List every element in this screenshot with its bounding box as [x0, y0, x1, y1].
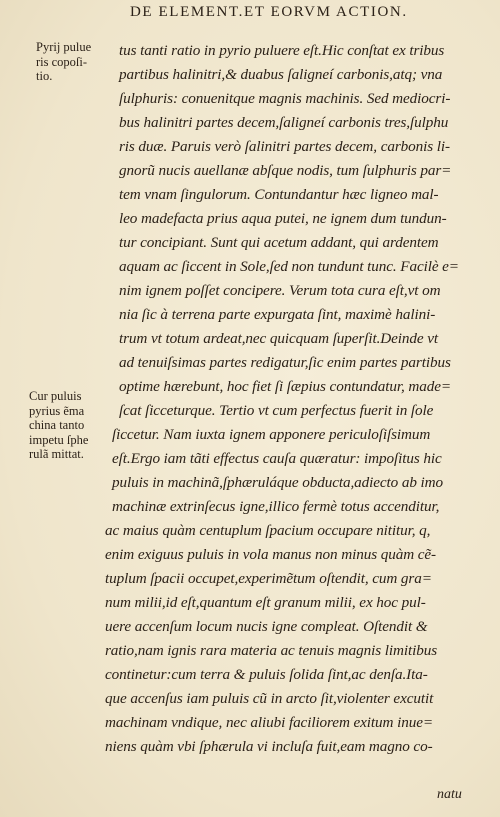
text-line: enim exiguus puluis in vola manus non minus quàm cẽ-	[105, 546, 436, 563]
running-head: DE ELEMENT.ET EORVM ACTION.	[130, 4, 408, 20]
text-line: puluis in machinã,ſphæruláque obducta,adiecto ab imo	[112, 474, 444, 491]
text-line: ſcat ſicceturque. Tertio vt cum perfectus fuerit in ſole	[119, 402, 434, 419]
text-line: leo madefacta prius aqua putei, ne ignem dum tundun-	[119, 210, 447, 227]
text-line: uere accenſum locum nucis igne compleat. Oſtendit &	[105, 618, 428, 635]
text-line: trum vt totum ardeat,nec quicquam ſuperſit.Deinde vt	[119, 330, 439, 347]
text-line: niens quàm vbi ſphærula vi incluſa fuit,eam magno co-	[105, 738, 433, 755]
text-line: ris duæ. Paruis verò ſalinitri partes decem, carbonis li-	[119, 138, 450, 155]
text-line: bus halinitri partes decem,ſaligneí carbonis tres,ſulphu	[119, 114, 449, 131]
text-line: ad tenuiſsimas partes redigatur,ſic enim partes partibus	[119, 354, 451, 371]
margin-note-line: Cur puluis	[29, 389, 82, 403]
text-line: que accenſus iam puluis cũ in arcto ſit,violenter excutit	[105, 690, 434, 707]
text-line: machinam vndique, nec aliubi faciliorem exitum inue=	[105, 714, 433, 731]
text-line: num milii,id eſt,quantum eſt granum milii, ex hoc pul-	[105, 594, 426, 611]
text-line: continetur:cum terra & puluis ſolida ſint,ac denſa.Ita-	[105, 666, 428, 683]
text-line: ſulphuris: conuenitque magnis machinis. Sed mediocri-	[119, 90, 451, 107]
text-line: tuplum ſpacii occupet,experimẽtum oſtendit, cum gra=	[105, 570, 432, 587]
text-line: nia ſic à terrena parte expurgata ſint, maximè halini-	[119, 306, 436, 323]
catchword: natu	[437, 787, 462, 802]
text-line: gnorũ nucis auellanæ abſque nodis, tum ſulphuris par=	[119, 162, 452, 179]
margin-note-line: impetu ſphe	[29, 432, 89, 447]
text-line: nim ignem poſſet concipere. Verum tota cura eſt,vt om	[119, 282, 441, 299]
margin-note-projectile	[29, 389, 88, 462]
text-line: eſt.Ergo iam tãti effectus cauſa quæratur: impoſitus hic	[112, 450, 442, 467]
margin-note-line: pyrius ẽma	[29, 403, 85, 418]
text-line: partibus halinitri,& duabus ſaligneí carbonis,atq; vna	[119, 66, 443, 83]
text-line: ſiccetur. Nam iuxta ignem apponere periculoſiſsimum	[112, 426, 431, 443]
text-line: tem vnam ſingulorum. Contundantur hæc ligneo mal-	[119, 186, 439, 203]
margin-note-composition	[36, 40, 91, 84]
text-line: optime hærebunt, hoc fiet ſi ſæpius contundatur, made=	[119, 378, 452, 395]
margin-note-line: china tanto	[29, 418, 85, 432]
margin-note-line: ris copoſi-	[36, 54, 88, 69]
margin-note-line: tio.	[36, 69, 53, 83]
margin-note-line: Pyrij pulue	[36, 40, 92, 54]
text-line: tur concipiant. Sunt qui acetum addant, qui ardentem	[119, 234, 439, 251]
text-line: machinæ extrinſecus igne,illico fermè totus accenditur,	[112, 498, 440, 515]
text-line: tus tanti ratio in pyrio puluere eſt.Hic conſtat ex tribus	[119, 42, 445, 59]
text-line: aquam ac ſiccent in Sole,ſed non tundunt tunc. Facilè e=	[119, 258, 459, 275]
margin-note-line: rulã mittat.	[29, 447, 84, 461]
text-line: ratio,nam ignis rara materia ac tenuis magnis limitibus	[105, 642, 438, 659]
text-line: ac maius quàm centuplum ſpacium occupare nititur, q,	[105, 522, 431, 539]
